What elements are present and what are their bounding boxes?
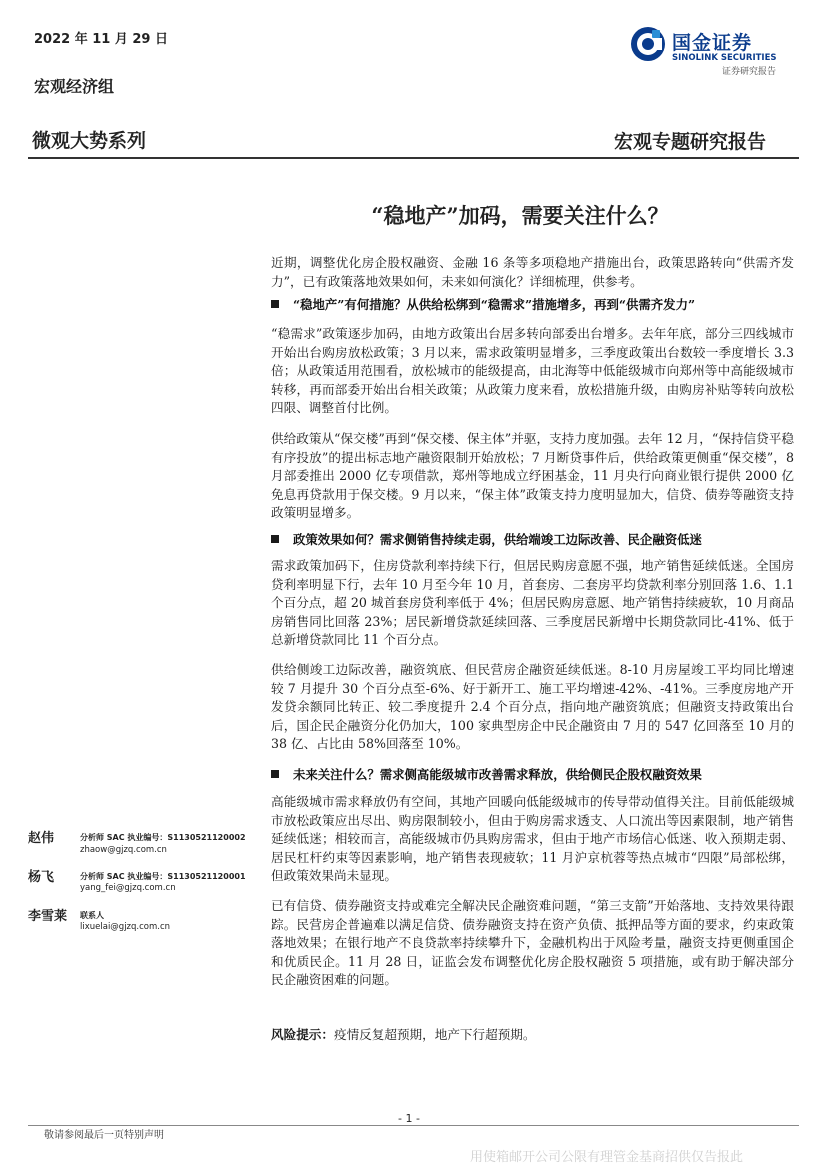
report-date: 2022 年 11 月 29 日 (34, 32, 168, 47)
logo-subtitle: 证券研究报告 (722, 67, 777, 77)
bullet-square-icon (271, 535, 279, 543)
section-heading-text: 未来关注什么？需求侧高能级城市改善需求释放，供给侧民企股权融资效果 (293, 767, 702, 782)
section-heading-1 (271, 296, 801, 314)
analyst-role: 联系人 (80, 911, 104, 920)
section-2-paragraph-1: 需求政策加码下，住房贷款利率持续下行，但居民购房意愿不强，地产销售延续低迷。全国房贷利率明显下行，去年 10 月至今年 10 月，首套房、二套房平均贷款利率分别回落 1.6、1.1 个百分点，超 20 城首套房贷利率低于 4%；但居民购房意愿、地产销售持续疲软，10 月商品房销售同比回落 23%；居民新增贷款延续回落、三季度居民新增中长期贷款同比-41%、低于总新增贷款同比 11 个百分点。 (271, 558, 794, 648)
section-1-paragraph-2: 供给政策从“保交楼”再到“保交楼、保主体”并驱，支持力度加强。去年 12 月，“保持信贷平稳有序投放”的提出标志地产融资限制开始放松；7 月断贷事件后，供给政策更侧重“保交楼”，8 月部委推出 2000 亿专项借款，郑州等地成立纾困基金，11 月央行向商业银行提供 2000 亿免息再贷款用于保交楼。9 月以来，“保主体”政策支持力度明显加大，信贷、债券等融资支持政策明显增多。 (271, 431, 794, 521)
risk-label: 风险提示： (271, 1027, 334, 1042)
section-heading-3 (271, 766, 801, 784)
section-1-paragraph-1: “稳需求”政策逐步加码，由地方政策出台居多转向部委出台增多。去年年底，部分三四线城市开始出台购房放松政策；3 月以来，需求政策明显增多，三季度政策出台数较一季度增长 3.3 倍；从政策适用范围看，放松城市的能级提高，由北海等中低能级城市向郑州等中高能级城市转移，再而部委开始出台相关政策；从政策力度来看，放松措施升级，由购房补贴等转向放松四限、调整首付比例。 (271, 326, 794, 416)
analyst-role: 分析师 SAC 执业编号：S1130521120002 (80, 833, 246, 842)
section-heading-2 (271, 531, 801, 549)
logo-text-en: SINOLINK SECURITIES (672, 53, 777, 63)
report-series: 微观大势系列 (32, 130, 147, 152)
report-type: 宏观专题研究报告 (614, 131, 767, 153)
section-3-paragraph-1: 高能级城市需求释放仍有空间，其地产回暖向低能级城市的传导带动值得关注。目前低能级城市放松政策应出尽出、购房限制较小，但由于购房需求透支、人口流出等因素限制，地产销售延续低迷；相较而言，高能级城市仍具购房需求，但由于地产市场信心低迷、收入预期走弱、居民杠杆约束等因素影响，地产销售表现疲软；11 月沪京杭蓉等热点城市“四限”局部松绑，但政策效果尚未显现。 (271, 794, 794, 884)
footer-disclaimer: 敬请参阅最后一页特别声明 (44, 1130, 164, 1141)
report-title: “稳地产”加码，需要关注什么？ (371, 203, 669, 228)
watermark-text: 用使箱邮开公司公限有理管金基商招供仅告报此 (470, 1150, 744, 1165)
analyst-role: 分析师 SAC 执业编号：S1130521120001 (80, 872, 246, 881)
bullet-square-icon (271, 300, 279, 308)
analyst-name: 赵伟 (28, 831, 55, 846)
analyst-name: 杨飞 (28, 870, 55, 885)
section-heading-text: “稳地产”有何措施？从供给松绑到“稳需求”措施增多，再到“供需齐发力” (293, 297, 696, 312)
risk-warning (271, 1024, 535, 1043)
analyst-email[interactable]: zhaow@gjzq.com.cn (80, 845, 167, 855)
logo-text-cn: 国金证券 (672, 32, 753, 54)
analyst-email[interactable]: lixuelai@gjzq.com.cn (80, 922, 171, 932)
risk-text: 疫情反复超预期，地产下行超预期。 (333, 1027, 536, 1042)
page-number: - 1 - (398, 1112, 420, 1125)
header-divider (28, 157, 799, 159)
sinolink-logo-icon (630, 26, 666, 62)
analyst-name: 李雪莱 (28, 909, 68, 924)
analyst-email[interactable]: yang_fei@gjzq.com.cn (80, 883, 176, 893)
section-3-paragraph-2: 已有信贷、债券融资支持或难完全解决民企融资难问题，“第三支箭”开始落地、支持效果待跟踪。民营房企普遍难以满足信贷、债券融资支持在资产负债、抵押品等方面的要求，约束政策落地效果；在银行地产不良贷款率持续攀升下，金融机构出于风险考量，融资支持更侧重国企和优质民企。11 月 28 日，证监会发布调整优化房企股权融资 5 项措施，或有助于解决部分民企融资困难的问题。 (271, 898, 794, 988)
bullet-square-icon (271, 770, 279, 778)
research-group: 宏观经济组 (34, 77, 115, 96)
intro-paragraph: 近期，调整优化房企股权融资、金融 16 条等多项稳地产措施出台，政策思路转向“供需齐发力”，已有政策落地效果如何，未来如何演化？详细梳理，供参考。 (271, 255, 794, 289)
section-2-paragraph-2: 供给侧竣工边际改善，融资筑底、但民营房企融资延续低迷。8-10 月房屋竣工平均同比增速较 7 月提升 30 个百分点至-6%、好于新开工、施工平均增速-42%、-41%。三季度房地产开发贷余额同比转正、较二季度提升 2.4 个百分点，指向地产融资筑底；但融资支持政策出台后，国企民企融资分化仍加大，100 家典型房企中民企融资由 7 月的 547 亿回落至 10 月的 38 亿、占比由 58%回落至 10%。 (271, 662, 794, 752)
section-heading-text: 政策效果如何？需求侧销售持续走弱，供给端竣工边际改善、民企融资低迷 (293, 532, 702, 547)
